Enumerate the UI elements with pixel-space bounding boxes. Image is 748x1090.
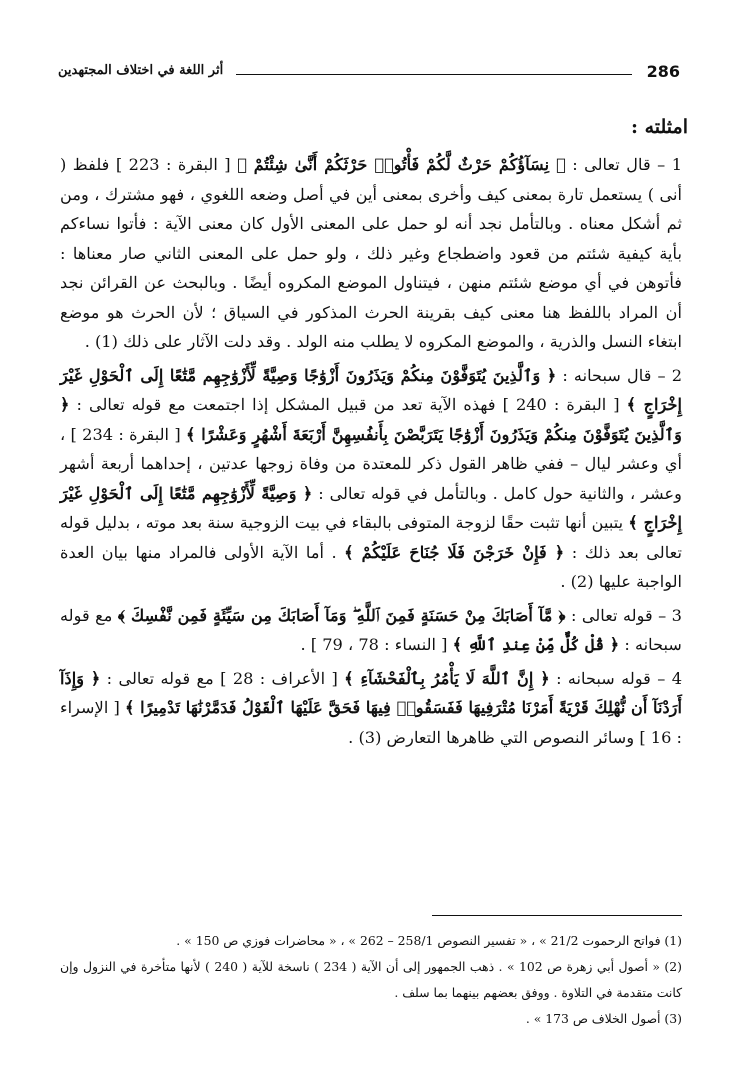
paragraph-text: 4 – قوله سبحانه : <box>549 668 683 688</box>
main-text <box>60 150 682 752</box>
page-number: 286 <box>646 62 680 81</box>
paragraph-text: [ البقرة : 240 ] فهذه الآية تعد من قبيل المشكل إذا اجتمعت مع قوله تعالى : <box>69 395 627 414</box>
footnote-1: (1) فواتح الرحموت 21/2 » ، « تفسير النصوص 258/1 – 262 » ، « محاضرات فوزي ص 150 » . <box>176 933 682 948</box>
footnote-3: (3) أصول الخلاف ص 173 » . <box>525 1011 682 1026</box>
footnote-2: (2) « أصول أبي زهرة ص 102 » . ذهب الجمهور إلى أن الآية ( 234 ) ناسخة للآية ( 240 ) لأنها متأخرة في النزول وإن كانت متقدمة في التلاوة . ووفق بعضهم بينهما بما سلف . <box>60 959 682 1000</box>
paragraph-text: [ البقرة : 223 ] فلفظ ( أنى ) يستعمل تارة بمعنى كيف وأخرى بمعنى أين في أصل وضعه اللغوي ، فهو مشترك ، ومن ثم أشكل معناه . وبالتأمل نجد أنه لو حمل على المعنى الأول كان معنى الآية : فأتوا نساءكم بأية كيفية شئتم من قعود واضطجاع وغير ذلك ، ولو حمل على المعنى الثاني صار معناها : فأتوهن في أي موضع شئتم منهن ، فيتناول الموضع المكروه أيضًا . وبالبحث عن القرائن نجد أن المراد باللفظ هنا معنى كيف بقرينة الحرث المذكور في السياق ؛ لأن الحرث هو موضع ابتغاء النسل والذرية ، والموضع المكروه لا يطلب منه الولد . وقد دلت الآثار على ذلك (1) . <box>60 155 682 351</box>
header-rule <box>236 74 632 75</box>
example-paragraph-3 <box>60 601 682 660</box>
paragraph-text: [ الأعراف : 28 ] مع قوله تعالى : <box>100 668 345 688</box>
quran-verse: ﴿ وَصِيَّةً لِّأَزْوَٰجِهِم مَّتَٰعًا إِلَى ٱلْحَوْلِ غَيْرَ إِخْرَاجٍ ﴾ <box>60 483 682 532</box>
paragraph-text: مع قوله سبحانه : <box>60 605 682 654</box>
section-heading: امثلته : <box>630 116 688 138</box>
example-paragraph-1 <box>60 150 682 357</box>
paragraph-text: 1 – قال تعالى : <box>565 155 682 174</box>
paragraph-text: يتبين أنها تثبت حقًا لزوجة المتوفى بالبقاء في بيت الزوجية سنة بعد موته ، بدليل قوله تعالى بعد ذلك : <box>60 513 682 562</box>
paragraph-text: [ البقرة : 234 ] ، أي وعشر ليال – ففي ظاهر القول ذكر للمعتدة من وفاة زوجها عدتين ، إحداهما أربعة أشهر وعشر ، والثانية حول كامل . وبالتأمل في قوله تعالى : <box>60 424 682 503</box>
quran-verse: ﴿ وَٱلَّذِينَ يُتَوَفَّوْنَ مِنكُمْ وَيَذَرُونَ أَزْوَٰجًا وَصِيَّةً لِّأَزْوَٰجِهِم مَّتَٰعًا إِلَى ٱلْحَوْلِ غَيْرَ إِخْرَاجٍ ﴾ <box>60 365 682 414</box>
example-paragraph-4 <box>60 664 682 753</box>
paragraph-text: [ النساء : 78 ، 79 ] . <box>300 635 453 654</box>
example-paragraph-2 <box>60 361 682 597</box>
footnote-rule <box>432 915 682 916</box>
paragraph-text: 3 – قوله تعالى : <box>565 605 682 625</box>
running-title: أثر اللغة في اختلاف المجتهدين <box>58 63 224 78</box>
quran-verse: ﴿ قُلْ كُلٌّ مِّنْ عِندِ ٱللَّهِ ﴾ <box>452 635 620 654</box>
quran-verse: ﴿ مَّآ أَصَابَكَ مِنْ حَسَنَةٍ فَمِنَ ٱللَّهِ ۖ وَمَآ أَصَابَكَ مِن سَيِّئَةٍ فَمِن نَّفْسِكَ ﴾ <box>117 605 566 625</box>
quran-verse: ﴿ فَإِنْ خَرَجْنَ فَلَا جُنَاحَ عَلَيْكُمْ ﴾ <box>344 542 565 562</box>
quran-verse: ﴿ وَٱلَّذِينَ يُتَوَفَّوْنَ مِنكُمْ وَيَذَرُونَ أَزْوَٰجًا يَتَرَبَّصْنَ بِأَنفُسِهِنَّ أَرْبَعَةَ أَشْهُرٍ وَعَشْرًا ﴾ <box>60 395 682 444</box>
quran-verse: ﴿ وَإِذَآ أَرَدْنَآ أَن نُّهْلِكَ قَرْيَةً أَمَرْنَا مُتْرَفِيهَا فَفَسَقُوا۟ فِيهَا فَحَقَّ عَلَيْهَا ٱلْقَوْلُ فَدَمَّرْنَٰهَا تَدْمِيرًا ﴾ <box>60 668 682 717</box>
page-header <box>58 62 680 86</box>
quran-verse: ﴿ إِنَّ ٱللَّهَ لَا يَأْمُرُ بِٱلْفَحْشَآءِ ﴾ <box>344 668 550 688</box>
footnotes <box>60 928 682 1032</box>
quran-verse: ﴿ نِسَآؤُكُمْ حَرْثٌ لَّكُمْ فَأْتُوا۟ حَرْثَكُمْ أَنَّىٰ شِئْتُمْ ﴾ <box>237 155 566 174</box>
paragraph-text: . أما الآية الأولى فالمراد منها بيان العدة الواجبة عليها (2) . <box>60 542 682 591</box>
paragraph-text: 2 – قال سبحانه : <box>556 365 682 385</box>
paragraph-text: [ الإسراء : 16 ] وسائر النصوص التي ظاهرها التعارض (3) . <box>60 698 682 747</box>
